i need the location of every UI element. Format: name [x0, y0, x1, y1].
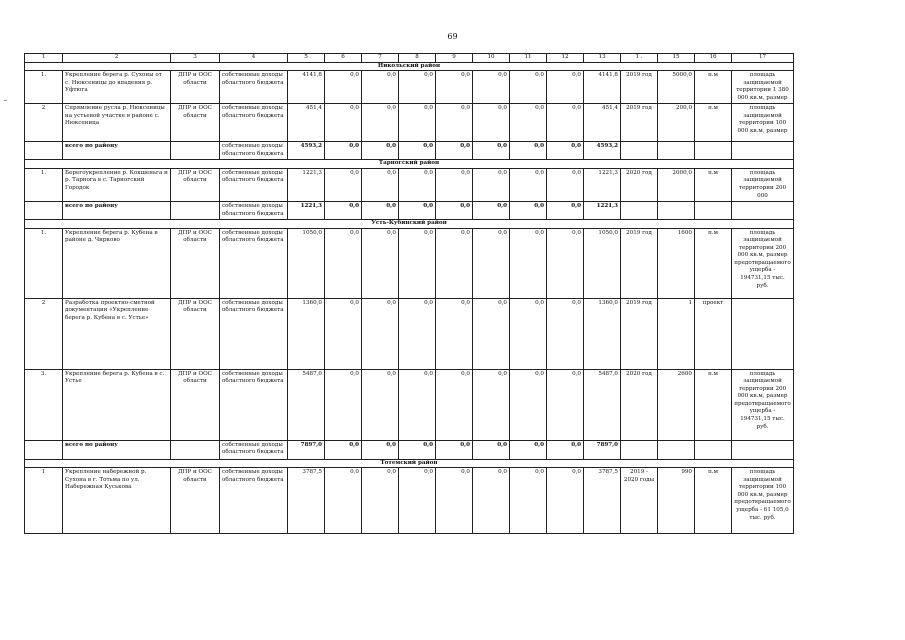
- total-amount-cell: 0,0: [436, 440, 473, 459]
- amount-cell: 0,0: [399, 71, 436, 104]
- empty-cell: [695, 142, 732, 160]
- scan-mark: [4, 100, 6, 102]
- amount-cell: 0,0: [473, 468, 510, 534]
- district-total-row: [25, 202, 794, 220]
- column-number: 2: [63, 54, 171, 63]
- amount-cell: 0,0: [436, 298, 473, 369]
- volume-cell: 2600: [658, 369, 695, 440]
- measure-name: Укрепление берега р. Кубена в районе д. Чирково: [63, 228, 171, 298]
- column-number: 3: [171, 54, 220, 63]
- executor: ДПР и ООС области: [171, 369, 220, 440]
- amount-cell: 0,0: [547, 298, 584, 369]
- total-amount-cell: 0,0: [362, 440, 399, 459]
- empty-cell: [732, 202, 794, 220]
- amount-cell: 4141,8: [584, 71, 621, 104]
- funding-source: собственные доходы областного бюджета: [220, 104, 288, 142]
- amount-cell: 0,0: [547, 104, 584, 142]
- column-number: 15: [658, 54, 695, 63]
- amount-cell: 0,0: [399, 468, 436, 534]
- empty-cell: [658, 202, 695, 220]
- total-amount-cell: 0,0: [510, 202, 547, 220]
- empty-cell: [621, 142, 658, 160]
- amount-cell: 0,0: [325, 104, 362, 142]
- amount-cell: 1221,3: [288, 168, 325, 201]
- result-indicator: площадь защищаемой территории 100 000 кв.м, размер: [732, 104, 794, 142]
- amount-cell: 0,0: [362, 71, 399, 104]
- volume-cell: 990: [658, 468, 695, 534]
- amount-cell: 0,0: [547, 71, 584, 104]
- total-label: всего по району: [63, 440, 171, 459]
- total-amount-cell: 4593,2: [288, 142, 325, 160]
- result-indicator: площадь защищаемой территории 200 000: [732, 168, 794, 201]
- table-row: [25, 71, 794, 104]
- amount-cell: 0,0: [362, 104, 399, 142]
- amount-cell: 0,0: [436, 71, 473, 104]
- amount-cell: 0,0: [547, 228, 584, 298]
- total-amount-cell: 0,0: [362, 142, 399, 160]
- empty-cell: [658, 440, 695, 459]
- amount-cell: 1360,0: [584, 298, 621, 369]
- amount-cell: 0,0: [436, 168, 473, 201]
- total-amount-cell: 0,0: [547, 202, 584, 220]
- unit-cell: проект: [695, 298, 732, 369]
- amount-cell: 0,0: [547, 468, 584, 534]
- amount-cell: 0,0: [436, 369, 473, 440]
- measure-name: Укрепление берега р. Сухоны от с. Нюксеницы до впадения р. Уфтюга: [63, 71, 171, 104]
- amount-cell: 0,0: [510, 369, 547, 440]
- amount-cell: 0,0: [362, 298, 399, 369]
- funding-source: собственные доходы областного бюджета: [220, 71, 288, 104]
- total-amount-cell: 1221,3: [584, 202, 621, 220]
- region-header-row: [25, 459, 794, 468]
- amount-cell: 0,0: [325, 468, 362, 534]
- period-cell: 2020 год: [621, 168, 658, 201]
- table-row: [25, 468, 794, 534]
- column-number: 13: [584, 54, 621, 63]
- amount-cell: 0,0: [399, 369, 436, 440]
- column-number: 1: [25, 54, 63, 63]
- amount-cell: 0,0: [510, 71, 547, 104]
- executor: ДПР и ООС области: [171, 71, 220, 104]
- volume-cell: 5000,0: [658, 71, 695, 104]
- column-number: 5: [288, 54, 325, 63]
- unit-cell: п.м: [695, 168, 732, 201]
- total-amount-cell: 7897,0: [288, 440, 325, 459]
- funding-source: собственные доходы областного бюджета: [220, 440, 288, 459]
- total-amount-cell: 0,0: [510, 440, 547, 459]
- funding-source: собственные доходы областного бюджета: [220, 369, 288, 440]
- amount-cell: 0,0: [473, 104, 510, 142]
- column-number: 12: [547, 54, 584, 63]
- amount-cell: 0,0: [510, 468, 547, 534]
- total-amount-cell: 1221,3: [288, 202, 325, 220]
- unit-cell: п.м: [695, 369, 732, 440]
- row-number: 1.: [25, 168, 63, 201]
- amount-cell: 451,4: [288, 104, 325, 142]
- amount-cell: 0,0: [399, 104, 436, 142]
- total-amount-cell: 0,0: [362, 202, 399, 220]
- row-number: 3.: [25, 369, 63, 440]
- amount-cell: 0,0: [362, 168, 399, 201]
- column-number: 6: [325, 54, 362, 63]
- amount-cell: 5487,0: [288, 369, 325, 440]
- amount-cell: 0,0: [547, 369, 584, 440]
- row-number: 2: [25, 298, 63, 369]
- amount-cell: 0,0: [510, 168, 547, 201]
- empty-cell: [171, 202, 220, 220]
- table-row: [25, 228, 794, 298]
- total-amount-cell: 4593,2: [584, 142, 621, 160]
- amount-cell: 0,0: [362, 228, 399, 298]
- executor: ДПР и ООС области: [171, 298, 220, 369]
- volume-cell: 200,0: [658, 104, 695, 142]
- budget-table: [24, 53, 794, 534]
- funding-source: собственные доходы областного бюджета: [220, 228, 288, 298]
- total-amount-cell: 0,0: [325, 202, 362, 220]
- amount-cell: 3787,5: [584, 468, 621, 534]
- amount-cell: 0,0: [510, 298, 547, 369]
- total-amount-cell: 0,0: [547, 440, 584, 459]
- unit-cell: п.м: [695, 71, 732, 104]
- row-number: 1.: [25, 71, 63, 104]
- row-number: 2: [25, 104, 63, 142]
- column-number: 4: [220, 54, 288, 63]
- amount-cell: 0,0: [473, 369, 510, 440]
- amount-cell: 0,0: [325, 71, 362, 104]
- total-amount-cell: 0,0: [399, 142, 436, 160]
- total-amount-cell: 0,0: [399, 202, 436, 220]
- amount-cell: 0,0: [399, 228, 436, 298]
- column-number: 11: [510, 54, 547, 63]
- amount-cell: 0,0: [325, 168, 362, 201]
- empty-cell: [25, 142, 63, 160]
- amount-cell: 451,4: [584, 104, 621, 142]
- empty-cell: [25, 440, 63, 459]
- amount-cell: 0,0: [473, 168, 510, 201]
- volume-cell: 1600: [658, 228, 695, 298]
- amount-cell: 0,0: [399, 298, 436, 369]
- region-title: Усть-Кубинский район: [25, 220, 794, 229]
- amount-cell: 1221,3: [584, 168, 621, 201]
- total-amount-cell: 0,0: [325, 440, 362, 459]
- column-number: 17: [732, 54, 794, 63]
- unit-cell: п.м: [695, 228, 732, 298]
- amount-cell: 0,0: [473, 298, 510, 369]
- table-row: [25, 168, 794, 201]
- result-indicator: площадь защищаемой территории 200 000 кв.м, размер предотвращаемого ущерба - 194731,15 тыс. руб.: [732, 369, 794, 440]
- empty-cell: [621, 440, 658, 459]
- empty-cell: [171, 142, 220, 160]
- measure-name: Разработка проектно-сметной документации «Укрепление берега р. Кубена в с. Устье»: [63, 298, 171, 369]
- table-row: [25, 369, 794, 440]
- executor: ДПР и ООС области: [171, 104, 220, 142]
- period-cell: 2019 год: [621, 298, 658, 369]
- amount-cell: 4141,8: [288, 71, 325, 104]
- measure-name: Укрепление берега р. Кубена в с. Устье: [63, 369, 171, 440]
- amount-cell: 0,0: [325, 298, 362, 369]
- district-total-row: [25, 440, 794, 459]
- total-amount-cell: 0,0: [473, 202, 510, 220]
- empty-cell: [171, 440, 220, 459]
- period-cell: 2019 год: [621, 228, 658, 298]
- total-label: всего по району: [63, 142, 171, 160]
- empty-cell: [658, 142, 695, 160]
- empty-cell: [695, 440, 732, 459]
- empty-cell: [732, 142, 794, 160]
- period-cell: 2019 год: [621, 71, 658, 104]
- result-indicator: площадь защищаемой территории 1 380 000 кв.м, размер: [732, 71, 794, 104]
- region-title: Никольский район: [25, 62, 794, 71]
- funding-source: собственные доходы областного бюджета: [220, 298, 288, 369]
- total-amount-cell: 0,0: [510, 142, 547, 160]
- table-row: [25, 298, 794, 369]
- amount-cell: 5487,0: [584, 369, 621, 440]
- total-amount-cell: 0,0: [547, 142, 584, 160]
- amount-cell: 0,0: [510, 104, 547, 142]
- amount-cell: 0,0: [473, 228, 510, 298]
- amount-cell: 0,0: [325, 369, 362, 440]
- total-amount-cell: 0,0: [436, 202, 473, 220]
- total-amount-cell: 0,0: [399, 440, 436, 459]
- result-indicator: [732, 298, 794, 369]
- empty-cell: [621, 202, 658, 220]
- page-number: 69: [447, 32, 458, 41]
- result-indicator: площадь защищаемой территории 100 000 кв.м, размер предотвращаемого ущерба - 61 105,0 тыс. руб.: [732, 468, 794, 534]
- amount-cell: 1050,0: [288, 228, 325, 298]
- amount-cell: 1050,0: [584, 228, 621, 298]
- amount-cell: 1360,0: [288, 298, 325, 369]
- empty-cell: [695, 202, 732, 220]
- total-amount-cell: 0,0: [325, 142, 362, 160]
- funding-source: собственные доходы областного бюджета: [220, 168, 288, 201]
- funding-source: собственные доходы областного бюджета: [220, 468, 288, 534]
- measure-name: Берегоукрепление р. Кокшеньга и р. Тарнога в с. Тарногский Городок: [63, 168, 171, 201]
- period-cell: 2019 год: [621, 104, 658, 142]
- total-label: всего по району: [63, 202, 171, 220]
- amount-cell: 3787,5: [288, 468, 325, 534]
- empty-cell: [732, 440, 794, 459]
- amount-cell: 0,0: [510, 228, 547, 298]
- region-header-row: [25, 220, 794, 229]
- amount-cell: 0,0: [362, 369, 399, 440]
- column-number: 7: [362, 54, 399, 63]
- amount-cell: 0,0: [399, 168, 436, 201]
- measure-name: Укрепление набережной р. Сухона в г. Тотьма по ул. Набережная Куськова: [63, 468, 171, 534]
- column-number: 10: [473, 54, 510, 63]
- column-number: 1 .: [621, 54, 658, 63]
- unit-cell: п.м: [695, 104, 732, 142]
- volume-cell: 2000,0: [658, 168, 695, 201]
- region-title: Тарногский район: [25, 160, 794, 169]
- region-header-row: [25, 160, 794, 169]
- region-header-row: [25, 62, 794, 71]
- empty-cell: [25, 202, 63, 220]
- table-body: [25, 54, 794, 534]
- amount-cell: 0,0: [325, 228, 362, 298]
- total-amount-cell: 7897,0: [584, 440, 621, 459]
- total-amount-cell: 0,0: [436, 142, 473, 160]
- executor: ДПР и ООС области: [171, 468, 220, 534]
- funding-source: собственные доходы областного бюджета: [220, 142, 288, 160]
- region-title: Тотемский район: [25, 459, 794, 468]
- amount-cell: 0,0: [436, 468, 473, 534]
- amount-cell: 0,0: [436, 228, 473, 298]
- unit-cell: п.м: [695, 468, 732, 534]
- amount-cell: 0,0: [436, 104, 473, 142]
- measure-name: Спрямление русла р. Нюксеницы на устьевой участке в районе с. Нюксеница: [63, 104, 171, 142]
- funding-source: собственные доходы областного бюджета: [220, 202, 288, 220]
- total-amount-cell: 0,0: [473, 142, 510, 160]
- amount-cell: 0,0: [362, 468, 399, 534]
- row-number: 1: [25, 468, 63, 534]
- column-number-row: [25, 54, 794, 63]
- total-amount-cell: 0,0: [473, 440, 510, 459]
- period-cell: 2019 - 2020 годы: [621, 468, 658, 534]
- period-cell: 2020 год: [621, 369, 658, 440]
- executor: ДПР и ООС области: [171, 168, 220, 201]
- column-number: 9: [436, 54, 473, 63]
- district-total-row: [25, 142, 794, 160]
- volume-cell: 1: [658, 298, 695, 369]
- column-number: 8: [399, 54, 436, 63]
- amount-cell: 0,0: [473, 71, 510, 104]
- amount-cell: 0,0: [547, 168, 584, 201]
- table-row: [25, 104, 794, 142]
- row-number: 1.: [25, 228, 63, 298]
- executor: ДПР и ООС области: [171, 228, 220, 298]
- column-number: 16: [695, 54, 732, 63]
- result-indicator: площадь защищаемой территории 200 000 кв.м, размер предотвращаемого ущерба - 194731,15 тыс. руб.: [732, 228, 794, 298]
